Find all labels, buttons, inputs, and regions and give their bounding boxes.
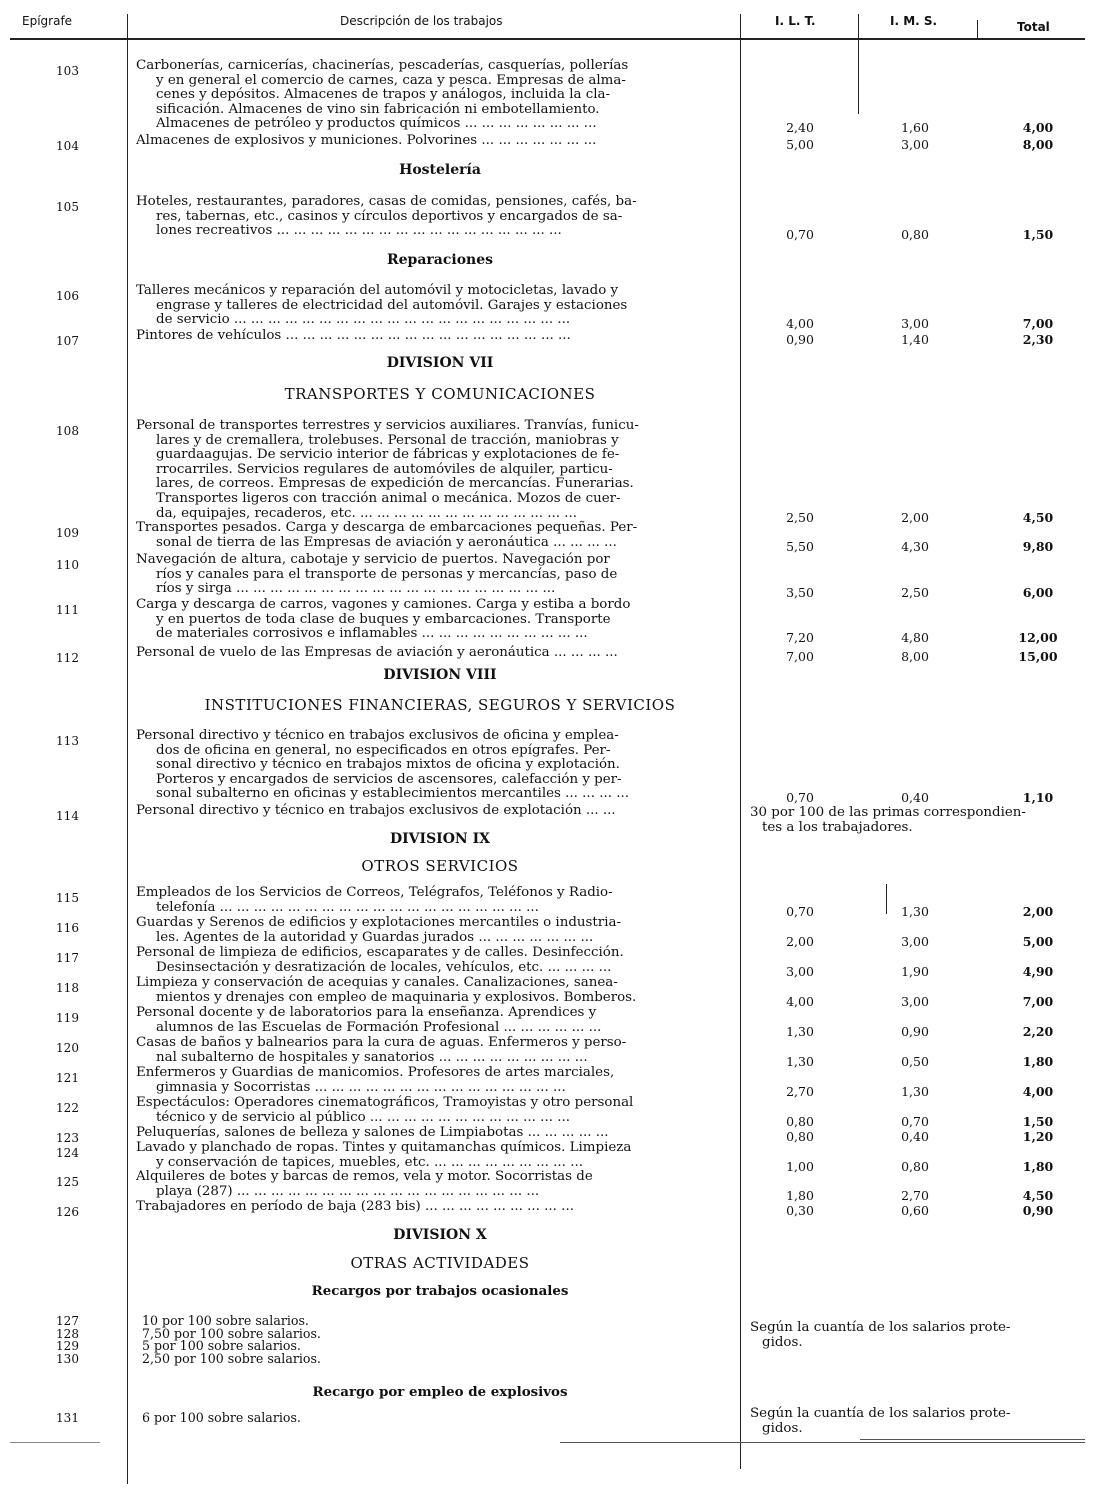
header-total: Total xyxy=(1017,20,1050,34)
description-line: Almacenes de petróleo y productos químicos ... ... ... ... ... ... ... ... xyxy=(156,116,597,132)
table-row-description xyxy=(136,886,736,915)
table-row-description xyxy=(136,976,736,1005)
description-line: telefonía ... ... ... ... ... ... ... ... ... ... ... ... ... ... ... ... ... ... ... xyxy=(156,899,539,915)
description-line: Almacenes de explosivos y municiones. Polvorines ... ... ... ... ... ... ... xyxy=(136,133,597,148)
description-line: Transportes pesados. Carga y descarga de embarcaciones pequeñas. Per- xyxy=(136,520,638,535)
table-row-description xyxy=(136,804,736,819)
description-line: gimnasia y Socorristas ... ... ... ... ... ... ... ... ... ... ... ... ... ... ... xyxy=(156,1079,566,1095)
description-line: técnico y de servicio al público ... ... ... ... ... ... ... ... ... ... ... ... xyxy=(156,1109,570,1125)
header-epigrafe: Epígrafe xyxy=(22,14,73,28)
explosivos-note: Según la cuantía de los salarios prote- gidos. xyxy=(750,1406,1011,1436)
table-cell-total: 2,30 xyxy=(1022,332,1054,347)
division-7-subtitle: TRANSPORTES Y COMUNICACIONES xyxy=(284,385,596,403)
table-row-epigrafe: 103 xyxy=(56,64,79,78)
table-row-description xyxy=(136,1066,736,1095)
table-cell-ims: 1,30 xyxy=(901,1083,929,1099)
table-row-description xyxy=(136,598,736,642)
table-cell-ilt: 3,00 xyxy=(786,963,814,979)
table-row-epigrafe: 110 xyxy=(56,558,79,572)
table-row-epigrafe: 121 xyxy=(56,1071,79,1085)
table-row-epigrafe: 122 xyxy=(56,1101,79,1115)
description-line: y en puertos de toda clase de buques y embarcaciones. Transporte xyxy=(156,611,611,627)
table-cell-total: 1,50 xyxy=(1022,1113,1054,1129)
table-cell-ims: 8,00 xyxy=(901,649,929,664)
table-row-description xyxy=(136,729,736,802)
table-cell-ims: 3,00 xyxy=(901,137,929,152)
header-ilt: I. L. T. xyxy=(775,14,816,28)
description-line: de materiales corrosivos e inflamables ... ... ... ... ... ... ... ... ... ... xyxy=(156,626,588,642)
list-item: 5 por 100 sobre salarios. xyxy=(142,1338,301,1353)
description-line: Carbonerías, carnicerías, chacinerías, pescaderías, casquerías, pollerías xyxy=(136,58,629,73)
list-item: 7,50 por 100 sobre salarios. xyxy=(142,1325,321,1341)
table-row-description xyxy=(136,195,736,239)
header-ims: I. M. S. xyxy=(890,14,938,28)
table-cell-ims: 2,50 xyxy=(901,585,929,601)
table-cell-ims: 0,40 xyxy=(901,1129,929,1144)
table-row-epigrafe: 113 xyxy=(56,734,79,748)
description-line: y en general el comercio de carnes, caza y pesca. Empresas de alma- xyxy=(156,72,626,88)
division-10-title: DIVISION X xyxy=(393,1227,487,1243)
table-cell-ims: 0,40 xyxy=(901,790,929,806)
description-line: lares y de cremallera, trolebuses. Personal de tracción, maniobras y xyxy=(156,432,619,448)
table-cell-ilt: 0,80 xyxy=(786,1129,814,1144)
table-cell-total: 1,80 xyxy=(1022,1053,1054,1069)
table-cell-total: 4,50 xyxy=(1022,1187,1054,1203)
description-line: les. Agentes de la autoridad y Guardas jurados ... ... ... ... ... ... ... xyxy=(156,929,594,945)
table-row-description xyxy=(136,329,736,344)
table-row-epigrafe: 112 xyxy=(56,651,79,665)
table-cell-total: 4,00 xyxy=(1022,120,1054,136)
table-row-description xyxy=(136,553,736,597)
table-cell-ims: 1,40 xyxy=(901,332,929,347)
table-cell-ilt: 0,70 xyxy=(786,790,814,806)
table-row-description xyxy=(136,1036,736,1065)
table-row-epigrafe: 105 xyxy=(56,200,79,214)
table-row-epigrafe: 130 xyxy=(56,1351,79,1366)
table-row-epigrafe: 115 xyxy=(56,891,79,905)
table-cell-total: 0,90 xyxy=(1022,1203,1054,1218)
description-line: ríos y canales para el transporte de personas y mercancías, paso de xyxy=(156,566,618,582)
table-cell-ilt: 5,00 xyxy=(786,137,814,152)
division-8-title: DIVISION VIII xyxy=(383,667,497,683)
table-row-epigrafe: 124 xyxy=(56,1146,79,1160)
table-row-description xyxy=(136,646,736,661)
table-cell-ims: 0,70 xyxy=(901,1113,929,1129)
description-line: sonal subalterno en oficinas y establecimientos mercantiles ... ... ... ... xyxy=(156,786,630,802)
table-cell-ilt: 4,00 xyxy=(786,993,814,1009)
table-cell-ims: 3,00 xyxy=(901,933,929,949)
table-row-epigrafe: 131 xyxy=(56,1411,79,1425)
description-line: y conservación de tapices, muebles, etc. ... ... ... ... ... ... ... ... ... xyxy=(156,1154,583,1170)
table-row-epigrafe: 116 xyxy=(56,921,79,935)
table-cell-total: 1,10 xyxy=(1022,790,1054,806)
table-cell-ims: 2,00 xyxy=(901,509,929,525)
table-cell-total: 7,00 xyxy=(1022,316,1054,332)
table-cell-ims: 0,50 xyxy=(901,1053,929,1069)
table-cell-ims: 0,80 xyxy=(901,1158,929,1174)
description-line: Espectáculos: Operadores cinematográficos, Tramoyistas y otro personal xyxy=(136,1095,634,1110)
table-cell-total: 6,00 xyxy=(1022,585,1054,601)
description-line: sonal directivo y técnico en trabajos mixtos de oficina y explotación. xyxy=(156,757,620,773)
table-cell-ims: 3,00 xyxy=(901,993,929,1009)
description-line: Alquileres de botes y barcas de remos, vela y motor. Socorristas de xyxy=(136,1169,593,1184)
description-line: de servicio ... ... ... ... ... ... ... ... ... ... ... ... ... ... ... ... ... ... ... ... xyxy=(156,312,571,328)
description-line: ríos y sirga ... ... ... ... ... ... ... ... ... ... ... ... ... ... ... ... ... ... ... xyxy=(156,581,556,597)
table-row-description xyxy=(136,1126,736,1141)
table-cell-ilt: 1,00 xyxy=(786,1158,814,1174)
table-row-epigrafe: 104 xyxy=(56,139,79,153)
table-cell-total: 5,00 xyxy=(1022,933,1054,949)
description-line: guardaagujas. De servicio interior de fábricas y explotaciones de fe- xyxy=(156,447,620,463)
table-row-description xyxy=(136,59,736,132)
division-9-subtitle: OTROS SERVICIOS xyxy=(361,857,519,875)
section-hosteleria: Hostelería xyxy=(399,162,481,178)
description-line: Desinsectación y desratización de locales, vehículos, etc. ... ... ... ... xyxy=(156,959,612,975)
description-line: Personal directivo y técnico en trabajos exclusivos de oficina y emplea- xyxy=(136,728,619,743)
header-descripcion: Descripción de los trabajos xyxy=(340,14,503,28)
table-row-description xyxy=(136,916,736,945)
description-line: Personal de transportes terrestres y servicios auxiliares. Tranvías, funicu- xyxy=(136,418,639,433)
table-row-epigrafe: 123 xyxy=(56,1131,79,1145)
table-row-epigrafe: 108 xyxy=(56,424,79,438)
column-divider-left xyxy=(127,14,128,1484)
table-cell-ilt: 3,50 xyxy=(786,585,814,601)
table-row-description xyxy=(136,419,736,521)
description-line: Guardas y Serenos de edificios y explotaciones mercantiles o industria- xyxy=(136,915,621,930)
table-cell-ilt: 2,00 xyxy=(786,933,814,949)
table-cell-ilt: 1,30 xyxy=(786,1023,814,1039)
table-cell-ilt: 2,70 xyxy=(786,1083,814,1099)
description-line: Personal de limpieza de edificios, escaparates y de calles. Desinfección. xyxy=(136,945,624,960)
table-row-epigrafe: 118 xyxy=(56,981,79,995)
table-cell-ilt: 0,70 xyxy=(786,227,814,243)
table-cell-total: 9,80 xyxy=(1022,538,1054,554)
description-line: da, equipajes, recaderos, etc. ... ... ... ... ... ... ... ... ... ... ... ... ... xyxy=(156,505,578,521)
description-line: lares, de correos. Empresas de expedición de mercancías. Funerarias. xyxy=(156,476,634,492)
header-rule xyxy=(10,38,1085,40)
table-row-epigrafe: 106 xyxy=(56,289,79,303)
table-cell-total: 15,00 xyxy=(1018,649,1058,664)
table-row-epigrafe: 120 xyxy=(56,1041,79,1055)
table-row-epigrafe: 119 xyxy=(56,1011,79,1025)
table-cell-ilt: 1,80 xyxy=(786,1187,814,1203)
table-row-epigrafe: 114 xyxy=(56,809,79,823)
table-cell-ims: 1,90 xyxy=(901,963,929,979)
table-cell-ims: 0,80 xyxy=(901,227,929,243)
column-divider-ims-top xyxy=(977,20,978,40)
table-row-description xyxy=(136,284,736,328)
table-row-epigrafe: 107 xyxy=(56,334,79,348)
description-line: Enfermeros y Guardias de manicomios. Profesores de artes marciales, xyxy=(136,1065,615,1080)
description-line: lones recreativos ... ... ... ... ... ... ... ... ... ... ... ... ... ... ... ... ... xyxy=(156,223,562,239)
table-cell-ilt: 7,00 xyxy=(786,649,814,664)
recargos-epigrafes xyxy=(20,1315,115,1365)
list-item: 10 por 100 sobre salarios. xyxy=(142,1313,309,1328)
footer-rule-right-2 xyxy=(860,1439,1085,1440)
table-row-description xyxy=(136,1200,736,1215)
description-line: playa (287) ... ... ... ... ... ... ... ... ... ... ... ... ... ... ... ... ... ... xyxy=(156,1183,540,1199)
table-cell-ims: 4,80 xyxy=(901,630,929,646)
table-cell-ims: 3,00 xyxy=(901,316,929,332)
table-cell-ims: 4,30 xyxy=(901,538,929,554)
table-cell-note: 30 por 100 de las primas correspondien- tes a los trabajadores. xyxy=(750,805,1026,835)
table-row-description xyxy=(136,1141,736,1170)
table-row-description xyxy=(136,1096,736,1125)
description-line: Carga y descarga de carros, vagones y camiones. Carga y estiba a bordo xyxy=(136,597,631,612)
table-row-description xyxy=(136,1170,736,1199)
recargos-note: Según la cuantía de los salarios prote- gidos. xyxy=(750,1320,1011,1350)
description-line: engrase y talleres de electricidad del automóvil. Garajes y estaciones xyxy=(156,297,628,313)
table-row-description xyxy=(136,1006,736,1035)
table-cell-ilt: 2,50 xyxy=(786,509,814,525)
table-cell-total: 4,90 xyxy=(1022,963,1054,979)
table-row-epigrafe: 128 xyxy=(56,1326,79,1341)
description-line: Lavado y planchado de ropas. Tintes y quitamanchas químicos. Limpieza xyxy=(136,1140,632,1155)
description-line: res, tabernas, etc., casinos y círculos deportivos y encargados de sa- xyxy=(156,208,623,224)
column-divider-desc xyxy=(740,14,741,1469)
table-cell-ims: 1,30 xyxy=(901,903,929,919)
table-row-epigrafe: 125 xyxy=(56,1175,79,1189)
table-cell-total: 1,50 xyxy=(1022,227,1054,243)
table-row-epigrafe: 129 xyxy=(56,1339,79,1353)
table-cell-ims: 0,90 xyxy=(901,1023,929,1039)
table-cell-ilt: 1,30 xyxy=(786,1053,814,1069)
footer-rule-right xyxy=(560,1442,1085,1443)
table-cell-total: 7,00 xyxy=(1022,993,1054,1009)
table-cell-total: 1,20 xyxy=(1022,1129,1054,1144)
table-row-epigrafe: 126 xyxy=(56,1205,79,1219)
table-row-epigrafe: 111 xyxy=(56,603,79,617)
description-line: dos de oficina en general, no especificados en otros epígrafes. Per- xyxy=(156,742,611,758)
description-line: Personal directivo y técnico en trabajos exclusivos de explotación ... ... xyxy=(136,803,616,818)
division-10-subtitle: OTRAS ACTIVIDADES xyxy=(350,1254,530,1272)
division-8-subtitle: INSTITUCIONES FINANCIERAS, SEGUROS Y SERVICIOS xyxy=(204,696,676,714)
table-cell-ims: 0,60 xyxy=(901,1203,929,1218)
section-reparaciones: Reparaciones xyxy=(387,252,493,268)
division-7-title: DIVISION VII xyxy=(386,355,494,371)
description-line: sonal de tierra de las Empresas de aviación y aeronáutica ... ... ... ... xyxy=(156,534,617,550)
table-cell-ilt: 0,80 xyxy=(786,1113,814,1129)
list-item: 6 por 100 sobre salarios. xyxy=(142,1410,301,1425)
division-9-title: DIVISION IX xyxy=(389,831,491,847)
column-divider-ilt-top xyxy=(858,14,859,114)
table-row-epigrafe: 109 xyxy=(56,526,79,540)
section-recargo-explosivos: Recargo por empleo de explosivos xyxy=(312,1384,568,1400)
table-cell-ilt: 5,50 xyxy=(786,538,814,554)
table-row-description xyxy=(136,521,736,550)
description-line: Hoteles, restaurantes, paradores, casas de comidas, pensiones, cafés, ba- xyxy=(136,194,637,209)
table-cell-total: 2,20 xyxy=(1022,1023,1054,1039)
table-cell-ilt: 4,00 xyxy=(786,316,814,332)
description-line: Pintores de vehículos ... ... ... ... ... ... ... ... ... ... ... ... ... ... ... ... ... xyxy=(136,328,571,343)
description-line: Transportes ligeros con tracción animal o mecánica. Mozos de cuer- xyxy=(156,490,621,506)
table-cell-total: 12,00 xyxy=(1018,630,1058,646)
description-line: Personal de vuelo de las Empresas de aviación y aeronáutica ... ... ... ... xyxy=(136,645,618,660)
description-line: mientos y drenajes con empleo de maquinaria y explosivos. Bomberos. xyxy=(156,989,637,1005)
description-line: sificación. Almacenes de vino sin fabricación ni embotellamiento. xyxy=(156,101,600,117)
table-cell-total: 2,00 xyxy=(1022,903,1054,919)
table-cell-ilt: 0,90 xyxy=(786,332,814,347)
table-cell-ims: 1,60 xyxy=(901,120,929,136)
table-cell-ims: 2,70 xyxy=(901,1187,929,1203)
list-item: 2,50 por 100 sobre salarios. xyxy=(142,1350,321,1366)
description-line: Limpieza y conservación de acequias y canales. Canalizaciones, sanea- xyxy=(136,975,618,990)
description-line: Peluquerías, salones de belleza y salones de Limpiabotas ... ... ... ... ... xyxy=(136,1125,609,1140)
description-line: alumnos de las Escuelas de Formación Profesional ... ... ... ... ... ... xyxy=(156,1019,602,1035)
description-line: Empleados de los Servicios de Correos, Telégrafos, Teléfonos y Radio- xyxy=(136,885,613,900)
description-line: rrocarriles. Servicios regulares de automóviles de alquiler, particu- xyxy=(156,461,613,477)
recargos-list xyxy=(142,1315,321,1365)
description-line: Navegación de altura, cabotaje y servicio de puertos. Navegación por xyxy=(136,552,610,567)
table-cell-ilt: 2,40 xyxy=(786,120,814,136)
description-line: Trabajadores en período de baja (283 bis) ... ... ... ... ... ... ... ... ... xyxy=(136,1199,574,1214)
table-cell-total: 4,00 xyxy=(1022,1083,1054,1099)
description-line: cenes y depósitos. Almacenes de trapos y análogos, incluida la cla- xyxy=(156,87,611,103)
table-row-epigrafe: 127 xyxy=(56,1314,79,1328)
footer-rule-left xyxy=(10,1442,100,1443)
table-cell-ilt: 0,70 xyxy=(786,903,814,919)
table-cell-total: 1,80 xyxy=(1022,1158,1054,1174)
description-line: Personal docente y de laboratorios para la enseñanza. Aprendices y xyxy=(136,1005,597,1020)
section-recargos-ocasionales: Recargos por trabajos ocasionales xyxy=(311,1283,569,1299)
table-row-description xyxy=(136,134,736,149)
description-line: Talleres mecánicos y reparación del automóvil y motocicletas, lavado y xyxy=(136,283,619,298)
table-cell-total: 4,50 xyxy=(1022,509,1054,525)
description-line: Casas de baños y balnearios para la cura de aguas. Enfermeros y perso- xyxy=(136,1035,627,1050)
table-row-epigrafe: 117 xyxy=(56,951,79,965)
table-cell-ilt: 7,20 xyxy=(786,630,814,646)
table-cell-total: 8,00 xyxy=(1022,137,1054,152)
description-line: nal subalterno de hospitales y sanatorios ... ... ... ... ... ... ... ... ... xyxy=(156,1049,588,1065)
table-row-description xyxy=(136,946,736,975)
table-cell-ilt: 0,30 xyxy=(786,1203,814,1218)
description-line: Porteros y encargados de servicios de ascensores, calefacción y per- xyxy=(156,771,622,787)
